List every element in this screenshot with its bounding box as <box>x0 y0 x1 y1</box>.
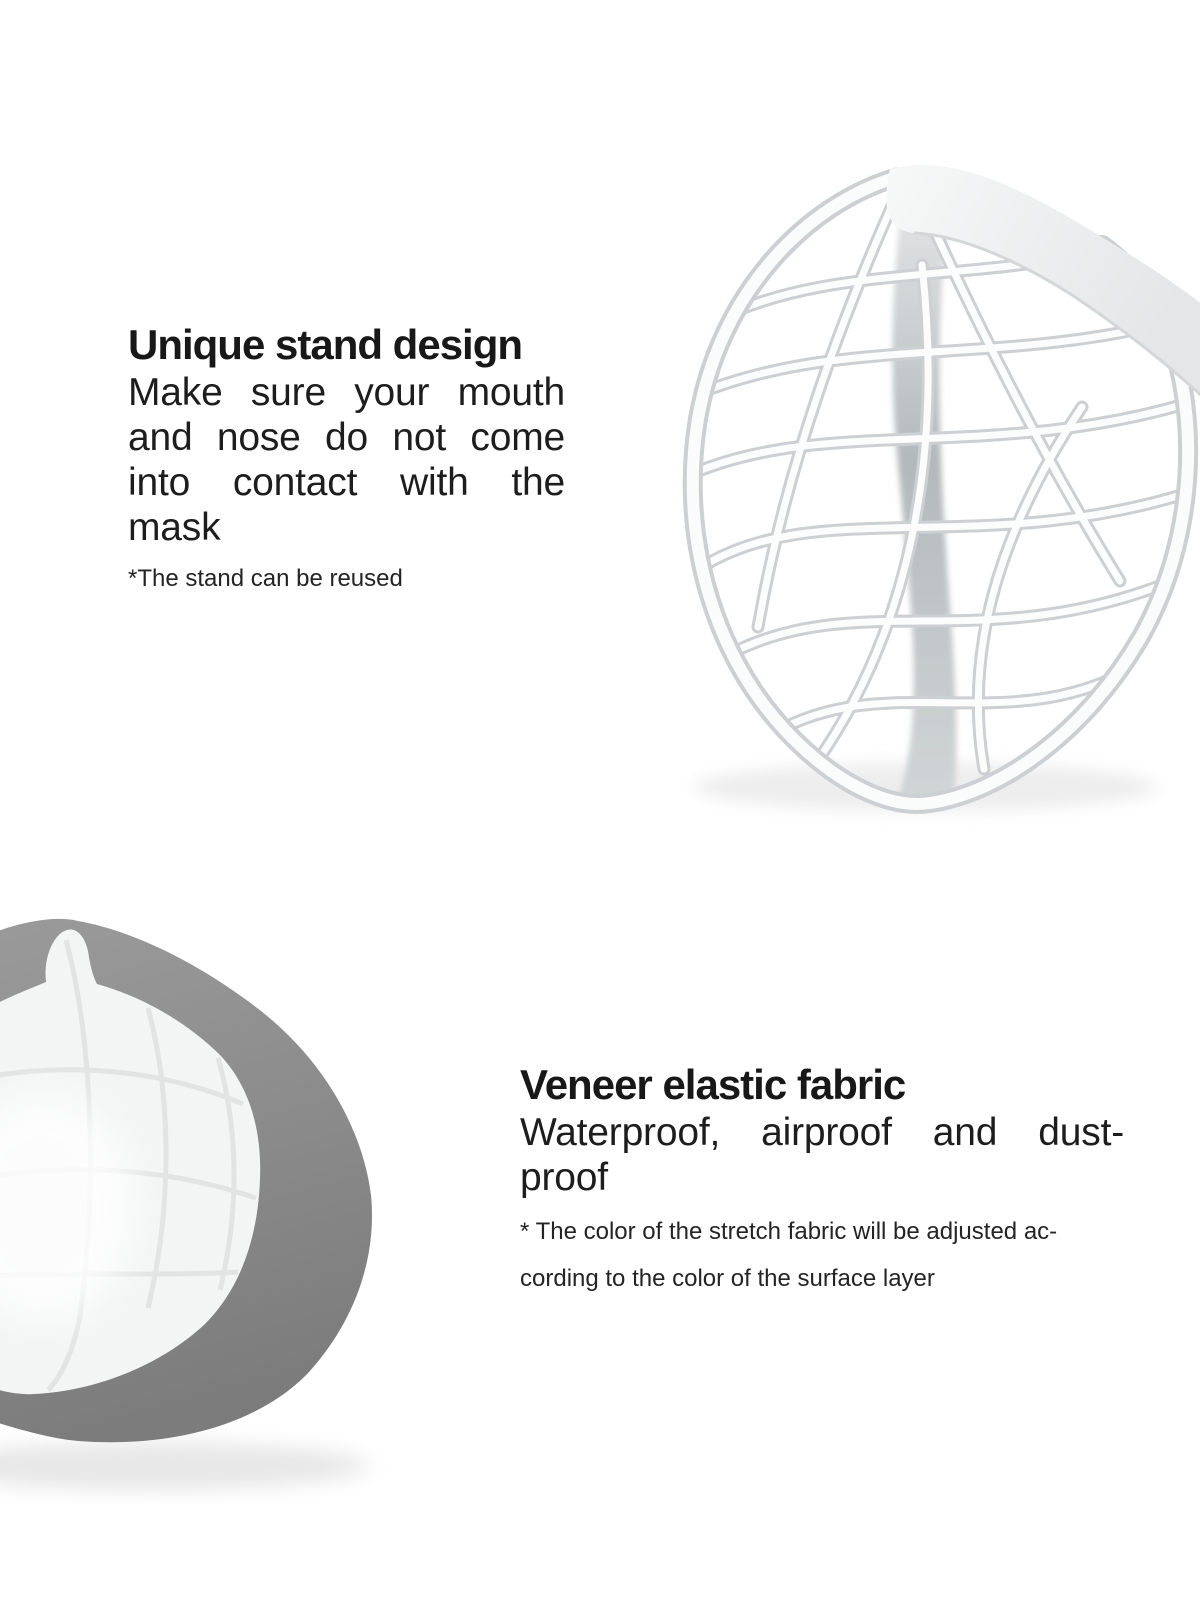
section-fabric-text <box>520 1062 1124 1302</box>
mask-shadow <box>0 1442 370 1490</box>
gray-mask-image <box>0 878 400 1505</box>
footnote-line: * The color of the stretch fabric will be adjusted ac- <box>520 1218 1058 1245</box>
body-line: Make sure your mouth <box>128 371 565 414</box>
body-line: mask <box>128 506 221 549</box>
section-footnote <box>128 564 565 594</box>
mask-bracket-image <box>658 135 1200 845</box>
footnote-line: *The stand can be reused <box>128 565 403 592</box>
section-stand-text <box>128 322 565 594</box>
section-body <box>520 1110 1124 1200</box>
section-body <box>128 370 565 550</box>
body-line: Waterproof, airproof and dust- <box>520 1111 1124 1154</box>
section-heading: Unique stand design <box>128 321 523 368</box>
body-line: and nose do not come <box>128 416 565 459</box>
section-footnote <box>520 1208 1124 1302</box>
body-line: proof <box>520 1156 608 1199</box>
footnote-line: cording to the color of the surface layer <box>520 1265 935 1292</box>
section-heading: Veneer elastic fabric <box>520 1061 906 1108</box>
body-line: into contact with the <box>128 461 565 504</box>
